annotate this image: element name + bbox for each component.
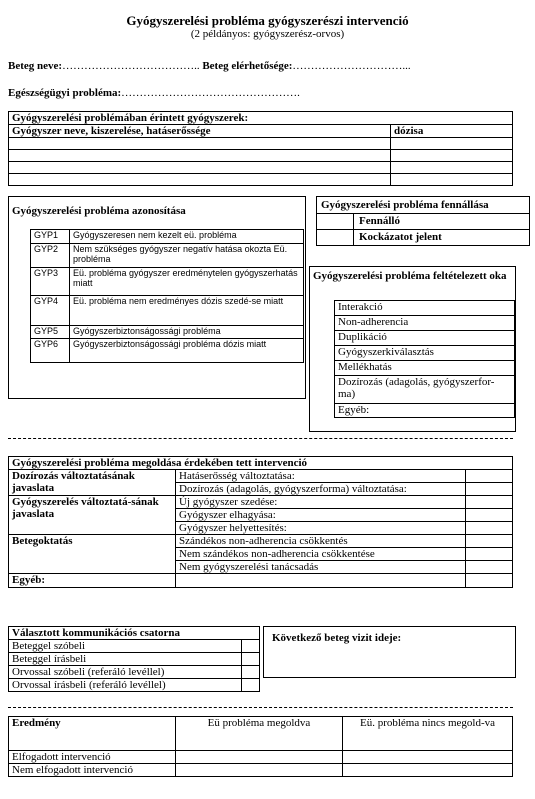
gyp-code: GYP5	[31, 326, 70, 339]
health-problem-field[interactable]: ………………………………………….	[121, 87, 300, 99]
drug-dose-cell[interactable]	[391, 138, 513, 150]
intervention-item[interactable]: Dozírozás (adagolás, gyógyszerforma) változtatása:	[176, 483, 466, 496]
cut-line	[8, 438, 513, 439]
cause-item[interactable]: Gyógyszerkiválasztás	[335, 346, 515, 361]
intervention-item[interactable]: Nem szándékos non-adherencia csökkentése	[176, 548, 466, 561]
intervention-title: Gyógyszerelési probléma megoldása érdekében tett intervenció	[9, 457, 513, 470]
cause-item[interactable]: Non-adherencia	[335, 316, 515, 331]
intervention-item[interactable]: Gyógyszer helyettesítés:	[176, 522, 466, 535]
gyp-code: GYP6	[31, 339, 70, 363]
channel-item: Orvossal írásbeli (referáló levéllel)	[9, 679, 242, 692]
next-visit-label: Következő beteg vizit ideje:	[272, 632, 402, 644]
channel-item: Beteggel szóbeli	[9, 640, 242, 653]
channel-table	[8, 626, 260, 692]
patient-contact-field[interactable]: …………………………...	[292, 60, 411, 72]
cause-item[interactable]: Egyéb:	[335, 404, 515, 418]
existence-opt-existing[interactable]: Fennálló	[359, 215, 400, 227]
drug-dose-cell[interactable]	[391, 150, 513, 162]
channel-checkbox[interactable]	[242, 679, 260, 692]
form-title: Gyógyszerelési probléma gyógyszerészi intervenció	[126, 13, 409, 28]
cause-box	[309, 266, 516, 432]
intervention-item[interactable]: Nem gyógyszerelési tanácsadás	[176, 561, 466, 574]
result-cell[interactable]	[343, 764, 513, 777]
existence-title: Gyógyszerelési probléma fennállása	[321, 199, 489, 211]
result-cell[interactable]	[343, 751, 513, 764]
cause-table	[334, 300, 515, 418]
drug-dose-cell[interactable]	[391, 162, 513, 174]
result-cell[interactable]	[176, 751, 343, 764]
intervention-table	[8, 456, 513, 588]
patient-line	[8, 60, 411, 72]
cause-item[interactable]: Duplikáció	[335, 331, 515, 346]
result-col-solved: Eü probléma megoldva	[176, 717, 343, 751]
intervention-group-education: Betegoktatás	[9, 535, 176, 574]
cause-item[interactable]: Mellékhatás	[335, 361, 515, 376]
gyp-desc[interactable]: Gyógyszerbiztonságossági probléma	[70, 326, 304, 339]
channel-title: Választott kommunikációs csatorna	[9, 627, 260, 640]
intervention-item[interactable]: Gyógyszer elhagyása:	[176, 509, 466, 522]
drugs-col-dose: dózisa	[391, 125, 513, 138]
cause-title: Gyógyszerelési probléma feltételezett oka	[313, 270, 507, 282]
channel-checkbox[interactable]	[242, 653, 260, 666]
channel-item: Beteggel írásbeli	[9, 653, 242, 666]
result-cell[interactable]	[176, 764, 343, 777]
intervention-other-field[interactable]	[176, 574, 466, 588]
identification-table	[30, 229, 304, 363]
identification-title: Gyógyszerelési probléma azonosítása	[12, 205, 186, 217]
gyp-desc[interactable]: Nem szükséges gyógyszer negatív hatása okozta Eü. probléma	[70, 244, 304, 268]
channel-checkbox[interactable]	[242, 640, 260, 653]
gyp-desc[interactable]: Gyógyszerbiztonságossági probléma dózis miatt	[70, 339, 304, 363]
health-problem-label: Egészségügyi probléma:	[8, 87, 122, 99]
result-row-label: Elfogadott intervenció	[9, 751, 176, 764]
gyp-code: GYP3	[31, 268, 70, 296]
health-line	[8, 87, 300, 99]
next-visit-box[interactable]	[263, 626, 516, 678]
gyp-desc[interactable]: Gyógyszeresen nem kezelt eü. probléma	[70, 230, 304, 244]
patient-contact-label: Beteg elérhetősége:	[202, 60, 293, 72]
intervention-item[interactable]: Szándékos non-adherencia csökkentés	[176, 535, 466, 548]
channel-item: Orvossal szóbeli (referáló levéllel)	[9, 666, 242, 679]
drugs-table	[8, 111, 513, 186]
existence-box	[316, 196, 530, 246]
drug-name-cell[interactable]	[9, 138, 391, 150]
patient-name-field[interactable]: ………………………………..	[62, 60, 200, 72]
gyp-desc[interactable]: Eü. probléma nem eredményes dózis szedé-se miatt	[70, 296, 304, 326]
intervention-group-medication: Gyógyszerelés változtatá-sának javaslata	[9, 496, 176, 535]
identification-box	[8, 196, 306, 399]
form-subtitle: (2 példányos: gyógyszerész-orvos)	[190, 28, 345, 40]
gyp-code: GYP4	[31, 296, 70, 326]
cut-line	[8, 707, 513, 708]
drug-dose-cell[interactable]	[391, 174, 513, 186]
result-row-label: Nem elfogadott intervenció	[9, 764, 176, 777]
result-col-header: Eredmény	[9, 717, 176, 751]
intervention-other-label: Egyéb:	[9, 574, 176, 588]
result-col-unsolved: Eü. probléma nincs megold-va	[343, 717, 513, 751]
drug-name-cell[interactable]	[9, 150, 391, 162]
result-table	[8, 716, 513, 777]
cause-item[interactable]: Interakció	[335, 301, 515, 316]
intervention-group-dosing: Dozírozás változtatásának javaslata	[9, 470, 176, 496]
drug-name-cell[interactable]	[9, 162, 391, 174]
gyp-code: GYP1	[31, 230, 70, 244]
gyp-desc[interactable]: Eü. probléma gyógyszer eredménytelen gyógyszerhatás miatt	[70, 268, 304, 296]
cause-item[interactable]: Dozírozás (adagolás, gyógyszerfor-ma)	[335, 376, 515, 404]
intervention-item[interactable]: Hatáserősség változtatása:	[176, 470, 466, 483]
existence-opt-risk[interactable]: Kockázatot jelent	[359, 231, 442, 243]
patient-name-label: Beteg neve:	[8, 60, 63, 72]
drug-name-cell[interactable]	[9, 174, 391, 186]
drugs-title: Gyógyszerelési problémában érintett gyógyszerek:	[9, 112, 513, 125]
drugs-col-name: Gyógyszer neve, kiszerelése, hatáserőssége	[9, 125, 391, 138]
channel-checkbox[interactable]	[242, 666, 260, 679]
intervention-item[interactable]: Új gyógyszer szedése:	[176, 496, 466, 509]
gyp-code: GYP2	[31, 244, 70, 268]
